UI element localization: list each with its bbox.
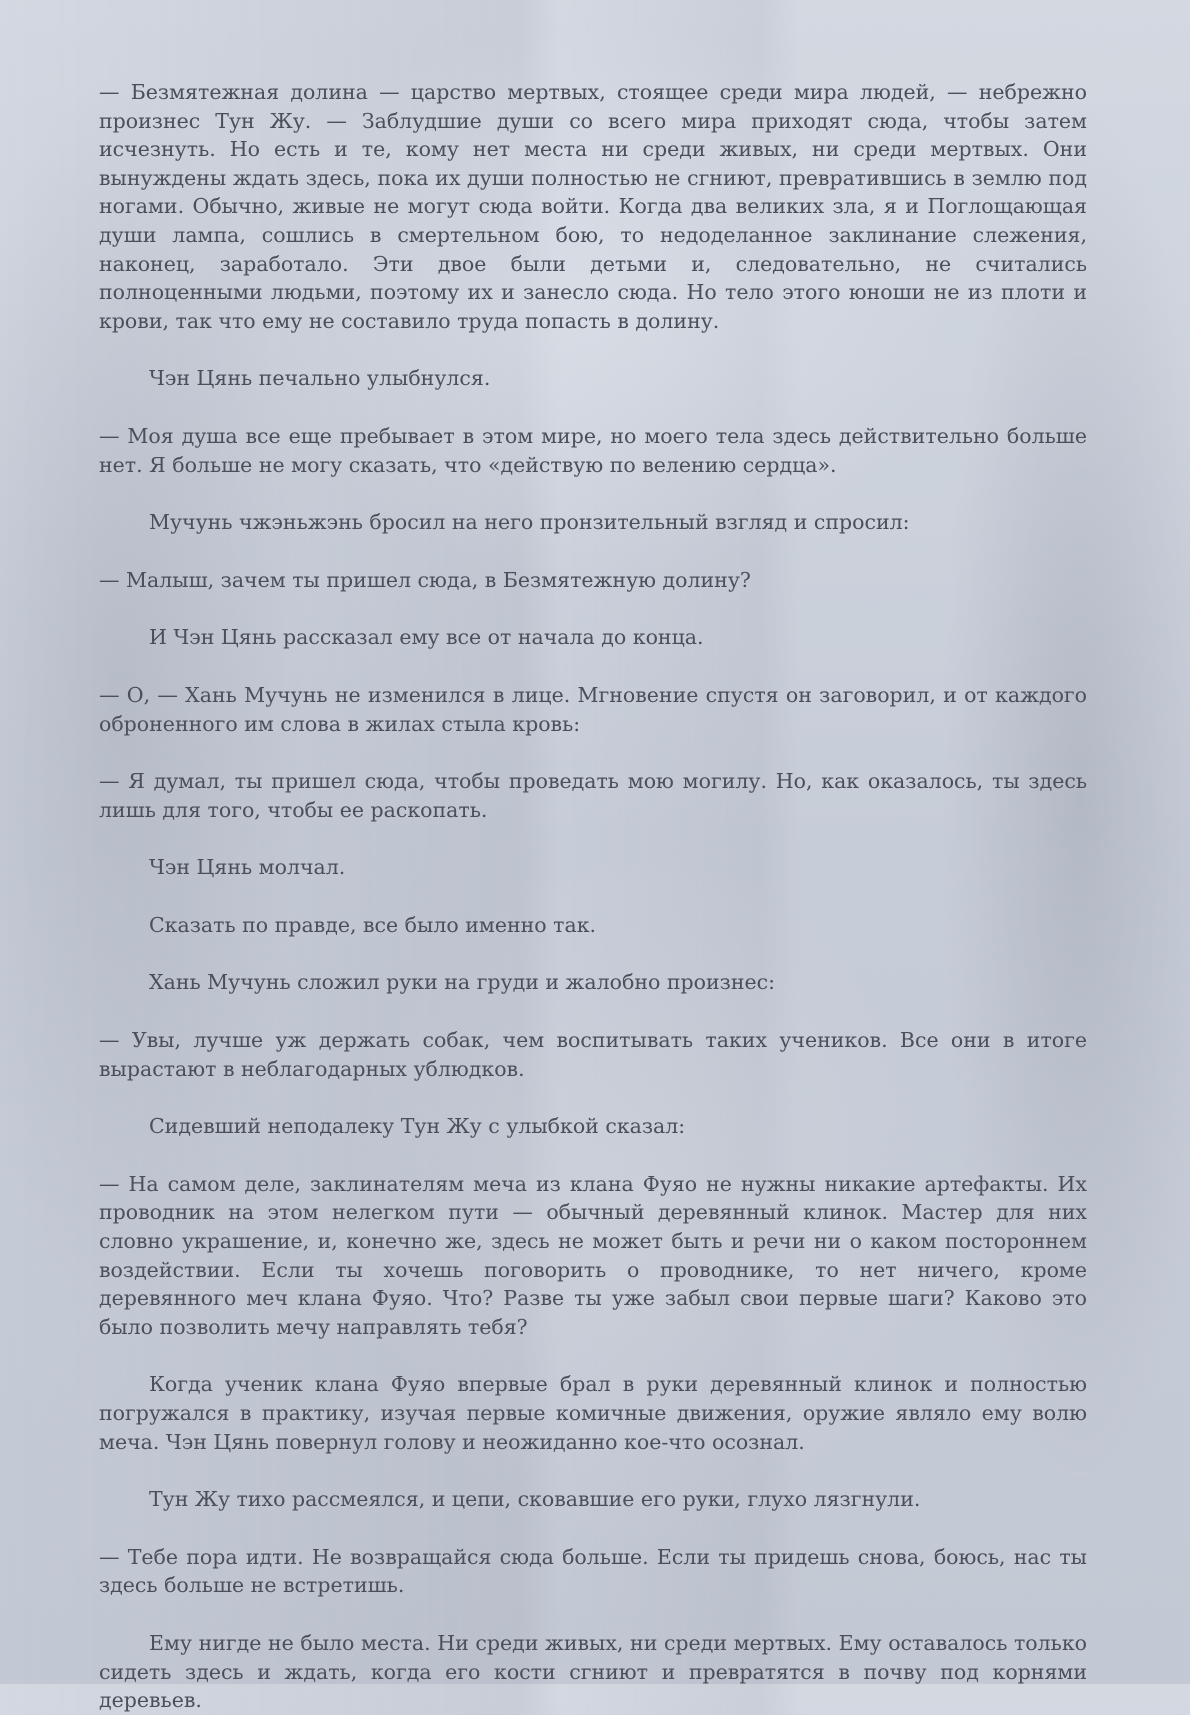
paragraph-16: Тун Жу тихо рассмеялся, и цепи, сковавшие его руки, глухо лязгнули. [149, 1487, 921, 1512]
paragraph-1: — Безмятежная долина — царство мертвых, стоящее среди мира людей, — небрежно произнес Тун Жу. — Заблудшие души со всего мира приходят сюда, чтобы затем исчезнуть. Но есть и те, кому нет места ни среди живых, ни среди мертвых. Они вынуждены ждать здесь, пока их души полностью не сгниют, превратившись в землю под ногами. Обычно, живые не могут сюда войти. Когда два великих зла, я и Поглощающая души лампа, сошлись в смертельном бою, то недоделанное заклинание слежения, наконец, заработало. Эти двое были детьми и, следовательно, не считались полноценными людьми, поэтому их и занесло сюда. Но тело этого юноши не из плоти и крови, так что ему не составило труда попасть в долину. [99, 80, 1087, 333]
paragraph-18: Ему нигде не было места. Ни среди живых, ни среди мертвых. Ему оставалось только сидеть здесь и ждать, когда его кости сгниют и превратятся в почву под корнями деревьев. [99, 1630, 1087, 1713]
paragraph-12: — Увы, лучше уж держать собак, чем воспитывать таких учеников. Все они в итоге вырастают в неблагодарных ублюдков. [99, 1028, 1087, 1081]
paragraph-6: И Чэн Цянь рассказал ему все от начала до конца. [149, 625, 704, 650]
paragraph-14: — На самом деле, заклинателям меча из клана Фуяо не нужны никакие артефакты. Их проводник на этом нелегком пути — обычный деревянный клинок. Мастер для них словно украшение, и, конечно же, здесь не может быть и речи ни о каком постороннем воздействии. Если ты хочешь поговорить о проводнике, то нет ничего, кроме деревянного меч клана Фуяо. Что? Разве ты уже забыл свои первые шаги? Каково это было позволить мечу направлять тебя? [99, 1171, 1087, 1339]
paragraph-13: Сидевший неподалеку Тун Жу с улыбкой сказал: [149, 1114, 686, 1139]
paragraph-3: — Моя душа все еще пребывает в этом мире, но моего тела здесь действительно больше нет. Я больше не могу сказать, что «действую по велению сердца». [99, 423, 1087, 477]
paragraph-15: Когда ученик клана Фуяо впервые брал в руки деревянный клинок и полностью погружался в практику, изучая первые комичные движения, оружие являло ему волю меча. Чэн Цянь повернул голову и неожиданно кое-что осознал. [99, 1372, 1087, 1454]
paragraph-5: — Малыш, зачем ты пришел сюда, в Безмятежную долину? [99, 567, 751, 592]
paragraph-2: Чэн Цянь печально улыбнулся. [149, 366, 491, 391]
paragraph-17: — Тебе пора идти. Не возвращайся сюда больше. Если ты придешь снова, боюсь, нас ты здесь больше не встретишь. [99, 1544, 1087, 1598]
paragraph-11: Хань Мучунь сложил руки на груди и жалобно произнес: [149, 970, 776, 995]
paragraph-9: Чэн Цянь молчал. [149, 855, 346, 880]
document-page [99, 78, 1087, 1715]
paragraph-4: Мучунь чжэньжэнь бросил на него пронзительный взгляд и спросил: [149, 510, 910, 535]
paragraph-8: — Я думал, ты пришел сюда, чтобы проведать мою могилу. Но, как оказалось, ты здесь лишь для того, чтобы ее раскопать. [99, 769, 1087, 822]
paragraph-7: — О, — Хань Мучунь не изменился в лице. Мгновение спустя он заговорил, и от каждого оброненного им слова в жилах стыла кровь: [99, 682, 1087, 736]
paragraph-10: Сказать по правде, все было именно так. [149, 912, 597, 937]
